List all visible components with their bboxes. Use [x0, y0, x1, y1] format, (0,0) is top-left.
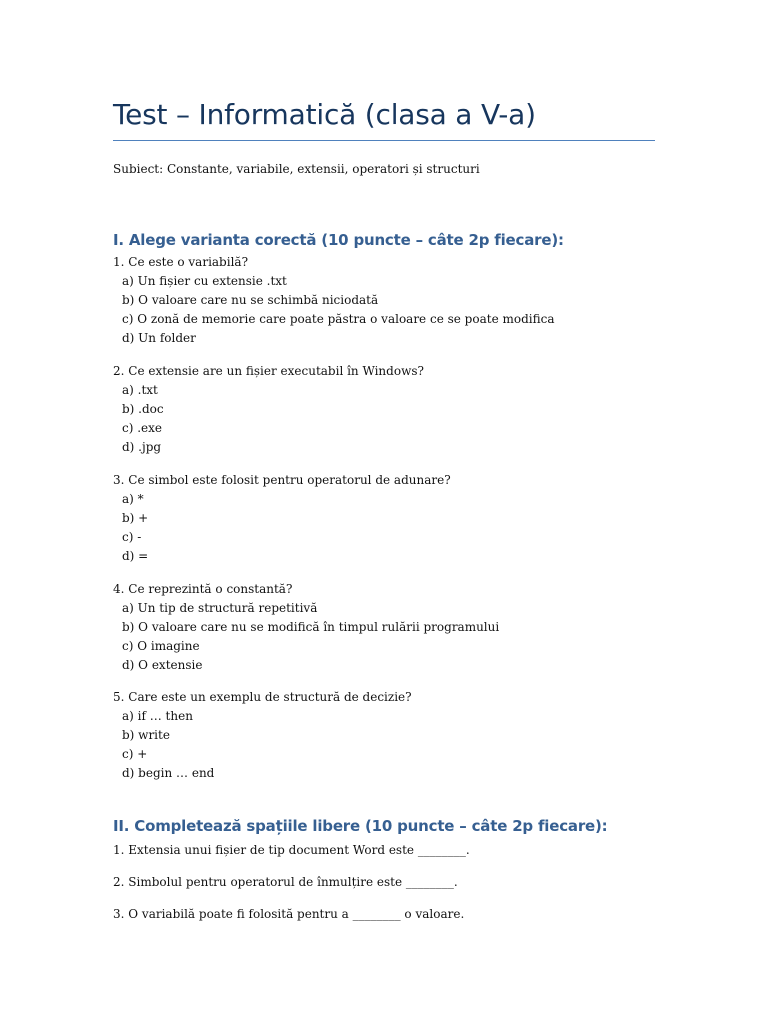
option-c: c) -	[122, 530, 142, 545]
answer-options	[113, 490, 451, 566]
question-text: 5. Care este un exemplu de structură de decizie?	[113, 690, 412, 704]
document-title: Test – Informatică (clasa a V-a)	[113, 98, 536, 131]
question-5	[113, 688, 412, 783]
option-b: b) O valoare care nu se modifică în timpul rulării programului	[122, 620, 500, 635]
title-underline	[113, 140, 655, 141]
option-c: c) O imagine	[122, 639, 200, 654]
question-1	[113, 253, 555, 348]
option-a: a) .txt	[122, 383, 158, 398]
section-2-heading: II. Completează spațiile libere (10 puncte – câte 2p fiecare):	[113, 817, 608, 835]
option-d: d) =	[122, 549, 149, 564]
section-1-heading: I. Alege varianta corectă (10 puncte – câte 2p fiecare):	[113, 231, 564, 249]
subject-line: Subiect: Constante, variabile, extensii, operatori și structuri	[113, 162, 480, 176]
option-a: a) Un tip de structură repetitivă	[122, 601, 318, 616]
question-text: 3. Ce simbol este folosit pentru operatorul de adunare?	[113, 473, 451, 487]
option-b: b) write	[122, 728, 170, 743]
answer-options	[113, 599, 499, 675]
answer-options	[113, 381, 424, 457]
question-text: 2. Ce extensie are un fișier executabil în Windows?	[113, 364, 424, 378]
option-d: d) O extensie	[122, 658, 203, 673]
question-text: 4. Ce reprezintă o constantă?	[113, 582, 293, 596]
option-c: c) +	[122, 747, 148, 762]
option-c: c) O zonă de memorie care poate păstra o valoare ce se poate modifica	[122, 312, 555, 327]
fill-in-item-3: 3. O variabilă poate fi folosită pentru a ________ o valoare.	[113, 907, 465, 921]
option-b: b) +	[122, 511, 149, 526]
question-text: 1. Ce este o variabilă?	[113, 255, 249, 269]
option-d: d) Un folder	[122, 331, 196, 346]
option-a: a) Un fișier cu extensie .txt	[122, 274, 287, 289]
option-b: b) .doc	[122, 402, 164, 417]
option-d: d) .jpg	[122, 440, 162, 455]
question-2	[113, 362, 424, 457]
fill-in-item-2: 2. Simbolul pentru operatorul de înmulțire este ________.	[113, 875, 458, 889]
option-b: b) O valoare care nu se schimbă niciodată	[122, 293, 379, 308]
option-a: a) if … then	[122, 709, 193, 724]
answer-options	[113, 707, 412, 783]
question-4	[113, 580, 499, 675]
option-c: c) .exe	[122, 421, 163, 436]
fill-in-item-1: 1. Extensia unui fișier de tip document Word este ________.	[113, 843, 470, 857]
answer-options	[113, 272, 555, 348]
option-a: a) *	[122, 492, 144, 507]
option-d: d) begin … end	[122, 766, 215, 781]
question-3	[113, 471, 451, 566]
